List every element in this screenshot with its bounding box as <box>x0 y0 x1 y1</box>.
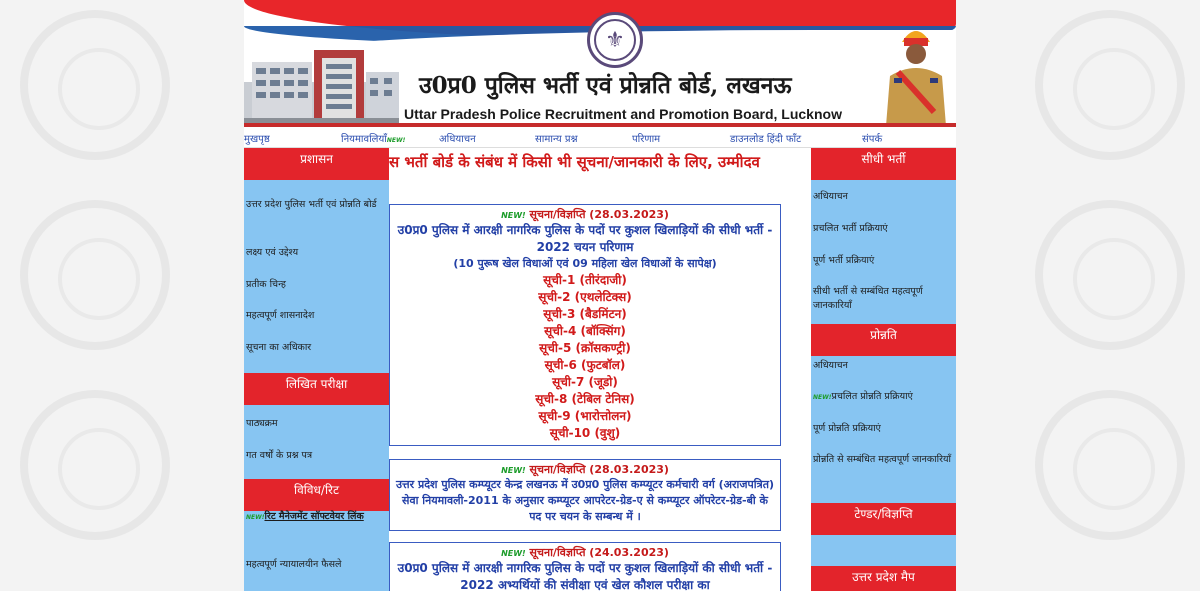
notice-subtitle: (10 पुरूष खेल विधाओं एवं 09 महिला खेल विधाओं के सापेक्ष) <box>453 257 717 270</box>
sidebar-item-goals[interactable]: लक्ष्य एवं उद्देश्य <box>246 247 299 258</box>
new-badge-icon: NEW! <box>501 549 526 558</box>
notice-date: सूचना/विज्ञप्ति (24.03.2023) <box>529 546 669 559</box>
result-list-link[interactable]: सूची-10 (वुशु) <box>549 426 621 440</box>
nav-results[interactable]: परिणाम <box>632 134 661 145</box>
notice-date: सूचना/विज्ञप्ति (28.03.2023) <box>529 208 669 221</box>
notice-card <box>389 542 781 591</box>
sidebar-item-rti[interactable]: सूचना का अधिकार <box>246 342 312 353</box>
sidebar-item-writ-software[interactable] <box>244 510 389 525</box>
result-list-link[interactable]: सूची-9 (भारोत्तोलन) <box>538 409 632 423</box>
sidebar-item-board[interactable]: उत्तर प्रदेश पुलिस भर्ती एवं प्रोन्नति बोर्ड <box>246 199 377 210</box>
nav-home[interactable]: मुखपृष्ठ <box>244 134 270 145</box>
header-divider <box>244 123 956 127</box>
nav-download-font[interactable]: डाउनलोड हिंदी फॉंट <box>730 134 802 145</box>
result-list-link[interactable]: सूची-1 (तीरंदाजी) <box>543 273 627 287</box>
sidebar-item-court-decisions[interactable]: महत्वपूर्ण न्यायालयीन फैसले <box>246 559 342 570</box>
header-title-english: Uttar Pradesh Police Recruitment and Promotion Board, Lucknow <box>404 106 842 122</box>
sidebar-item-completed-recruitment[interactable]: पूर्ण भर्ती प्रक्रियाएं <box>813 255 875 266</box>
sidebar-item-symbol[interactable]: प्रतीक चिन्ह <box>246 279 286 290</box>
right-sidebar <box>811 148 956 591</box>
notice-heading[interactable] <box>396 545 774 560</box>
sidebar-item-ongoing-promotion[interactable] <box>811 390 956 405</box>
page <box>244 0 956 591</box>
police-officer-image <box>876 20 956 126</box>
nav-requisition[interactable]: अधियाचन <box>439 134 476 145</box>
section-header-misc-writ: विविध/रिट <box>244 479 389 511</box>
section-header-tender[interactable]: टेण्डर/विज्ञप्ति <box>811 503 956 535</box>
sidebar-item-ongoing-recruitment[interactable]: प्रचलित भर्ती प्रक्रियाएं <box>813 223 888 234</box>
watermark-seal <box>20 200 170 350</box>
watermark-seal <box>1035 390 1185 540</box>
new-badge-icon: NEW! <box>246 514 265 521</box>
notice-card <box>389 204 781 446</box>
notice-date: सूचना/विज्ञप्ति (28.03.2023) <box>529 463 669 476</box>
watermark-seal <box>20 390 170 540</box>
result-list-link[interactable]: सूची-4 (बॉक्सिंग) <box>544 324 626 338</box>
scrolling-announcement[interactable]: स भर्ती बोर्ड के संबंध में किसी भी सूचना/जानकारी के लिए, उम्मीदव <box>389 153 760 171</box>
result-list-link[interactable]: सूची-2 (एथलेटिक्स) <box>538 290 632 304</box>
watermark-seal <box>20 10 170 160</box>
sidebar-item-completed-promotion[interactable]: पूर्ण प्रोन्नति प्रक्रियाएं <box>813 423 881 434</box>
new-badge-icon: NEW! <box>813 394 832 401</box>
notice-heading[interactable] <box>396 207 774 222</box>
new-badge-icon: NEW! <box>501 466 526 475</box>
sidebar-item-previous-papers[interactable]: गत वर्षों के प्रश्न पत्र <box>246 450 313 461</box>
sidebar-item-promotion-requisition[interactable]: अधियाचन <box>813 360 848 371</box>
sidebar-item-syllabus[interactable]: पाठ्यक्रम <box>246 418 278 429</box>
nav-contact[interactable]: संपर्क <box>862 134 883 145</box>
notice-body[interactable]: उ0प्र0 पुलिस में आरक्षी नागरिक पुलिस के पदों पर कुशल खिलाड़ियों की सीधी भर्ती - 2022 चयन परिणाम <box>397 223 773 254</box>
nav-faq[interactable]: सामान्य प्रश्न <box>535 134 578 145</box>
result-list-link[interactable]: सूची-5 (क्रॉसकण्ट्री) <box>539 341 631 355</box>
nav-rules[interactable] <box>341 131 405 145</box>
ongoing-promotion-label: प्रचलित प्रोन्नति प्रक्रियाएं <box>831 391 913 402</box>
section-header-direct-recruitment: सीधी भर्ती <box>811 148 956 180</box>
nav-rules-label: नियमावलियाँ <box>341 134 387 145</box>
top-nav <box>244 128 956 148</box>
notice-card <box>389 459 781 531</box>
main-content <box>389 148 811 591</box>
result-list-link[interactable]: सूची-7 (जूडो) <box>552 375 618 389</box>
section-header-promotion: प्रोन्नति <box>811 324 956 356</box>
sidebar-item-promotion-info[interactable]: प्रोन्नति से सम्बंधित महत्वपूर्ण जानकारियाँ <box>813 454 951 465</box>
result-list-link[interactable]: सूची-3 (बैडमिंटन) <box>543 307 627 321</box>
new-badge-icon: NEW! <box>501 211 526 220</box>
sidebar-item-recruitment-info[interactable]: सीधी भर्ती से सम्बंधित महत्वपूर्ण जानकारियाँ <box>813 286 923 311</box>
watermark-seal <box>1035 10 1185 160</box>
result-list-link[interactable]: सूची-6 (फुटबॉल) <box>544 358 626 372</box>
section-header-written-exam: लिखित परीक्षा <box>244 373 389 405</box>
building-image <box>244 42 399 126</box>
result-list-link[interactable]: सूची-8 (टेबिल टेनिस) <box>535 392 635 406</box>
new-badge-icon: NEW! <box>386 137 406 144</box>
section-header-administration: प्रशासन <box>244 148 389 180</box>
header-banner <box>244 0 956 128</box>
board-emblem-icon: ⚜ <box>587 12 643 68</box>
sidebar-item-requisition[interactable]: अधियाचन <box>813 191 848 202</box>
section-header-up-map[interactable]: उत्तर प्रदेश मैप <box>811 566 956 591</box>
watermark-seal <box>1035 200 1185 350</box>
notice-heading[interactable] <box>396 462 774 477</box>
writ-software-label: रिट मैनेजमेंट सॉफ्टवेयर लिंक <box>264 511 364 522</box>
notice-body[interactable]: उ0प्र0 पुलिस में आरक्षी नागरिक पुलिस के पदों पर कुशल खिलाड़ियों की सीधी भर्ती - 2022 अभ्यर्थियों की संवीक्षा एवं खेल कौशल परीक्षा का <box>397 561 773 591</box>
notice-body[interactable]: उत्तर प्रदेश पुलिस कम्प्यूटर केन्द्र लखनऊ में उ0प्र0 पुलिस कम्प्यूटर कर्मचारी वर्ग (अराजपत्रित) सेवा नियमावली-2011 के अनुसार कम्प्यूटर आपरेटर-ग्रेड-ए से कम्प्यूटर ऑपरेटर-ग्रेड-बी के पद पर चयन के सम्बन्ध में । <box>396 478 775 523</box>
header-title-hindi: उ0प्र0 पुलिस भर्ती एवं प्रोन्नति बोर्ड, लखनऊ <box>419 72 792 99</box>
sidebar-item-govt-orders[interactable]: महत्वपूर्ण शासनादेश <box>246 310 315 321</box>
left-sidebar <box>244 148 389 591</box>
